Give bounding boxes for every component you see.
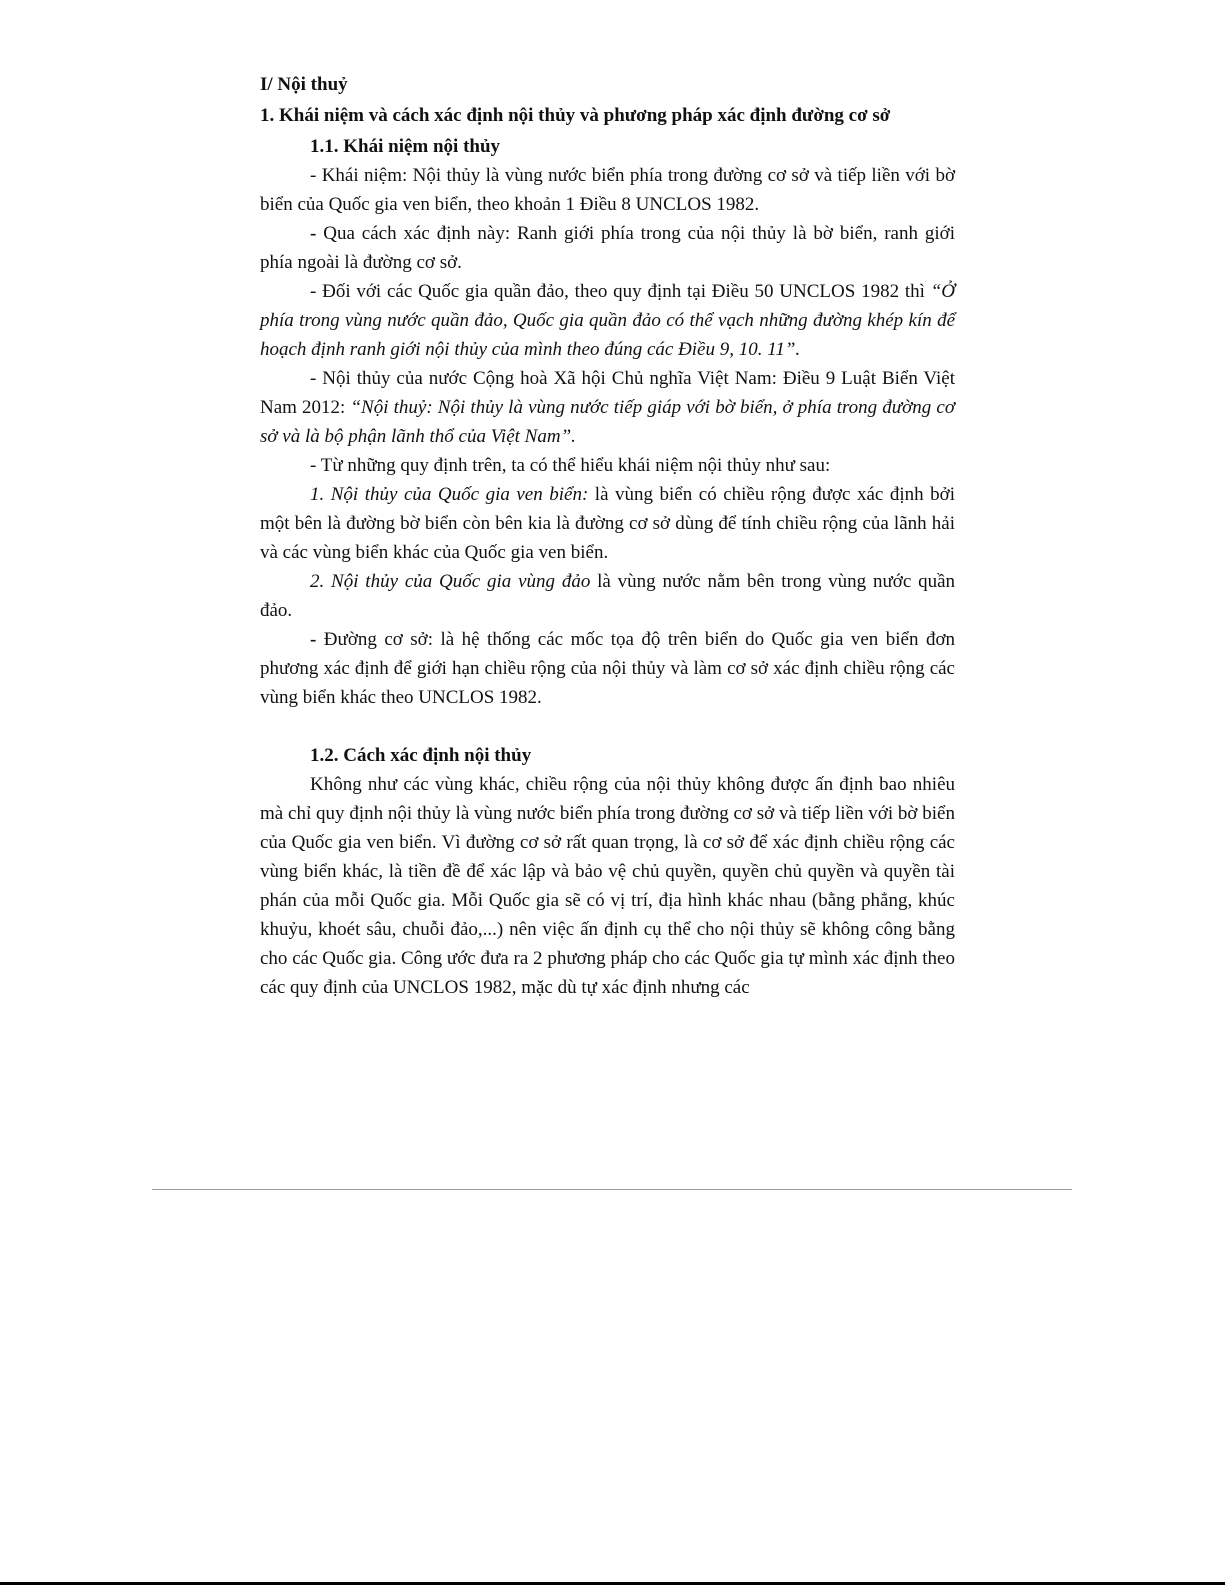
section-heading-1-2: 1.2. Cách xác định nội thủy bbox=[310, 745, 532, 766]
paragraph-boundary-text: Qua cách xác định này: Ranh giới phía trong của nội thủy là bờ biển, ranh giới phía ngoài là đường cơ sở. bbox=[260, 223, 955, 273]
spacer bbox=[260, 712, 955, 741]
paragraph-understanding: - Từ những quy định trên, ta có thể hiểu khái niệm nội thủy như sau: bbox=[310, 455, 831, 476]
document-page-content bbox=[260, 70, 955, 1002]
section-heading-1: 1. Khái niệm và cách xác định nội thủy và phương pháp xác định đường cơ sở bbox=[260, 105, 891, 126]
paragraph-archipelago-state bbox=[260, 567, 955, 625]
section-heading-main: I/ Nội thuỷ bbox=[260, 74, 348, 95]
quote-vietnam-law: “Nội thuỷ: Nội thủy là vùng nước tiếp giáp với bờ biển, ở phía trong đường cơ sở và là bộ phận lãnh thổ của Việt Nam”. bbox=[260, 397, 955, 447]
paragraph-determination: Không như các vùng khác, chiều rộng của nội thủy không được ấn định bao nhiêu mà chỉ quy định nội thủy là vùng nước biển phía trong đường cơ sở và tiếp liền với bờ biển của Quốc gia ven biển. Vì đường cơ sở rất quan trọng, là cơ sở để xác định chiều rộng các vùng biển khác, là tiền đề để xác lập và bảo vệ chủ quyền, quyền chủ quyền và quyền tài phán của mỗi Quốc gia. Mỗi Quốc gia sẽ có vị trí, địa hình khác nhau (bằng phẳng, khúc khuỷu, khoét sâu, chuỗi đảo,...) nên việc ấn định cụ thể cho nội thủy sẽ không công bằng cho các Quốc gia. Công ước đưa ra 2 phương pháp cho các Quốc gia tự mình xác định theo các quy định của UNCLOS 1982, mặc dù tự xác định nhưng các bbox=[260, 774, 955, 998]
paragraph-vietnam-law-text: - Nội thủy của nước Cộng hoà Xã hội Chủ nghĩa Việt Nam: Điều 9 Luật Biển Việt Nam 2012: bbox=[260, 368, 955, 418]
paragraph-vietnam-law bbox=[260, 364, 955, 451]
section-heading-1-1: 1.1. Khái niệm nội thủy bbox=[310, 136, 501, 157]
paragraph-baseline bbox=[260, 625, 955, 712]
term-coastal-state: 1. Nội thủy của Quốc gia ven biển: bbox=[310, 484, 589, 505]
paragraph-coastal-state-text: là vùng biển có chiều rộng được xác định bởi một bên là đường bờ biển còn bên kia là đường cơ sở dùng để tính chiều rộng của lãnh hải và các vùng biển khác của Quốc gia ven biển. bbox=[260, 484, 955, 563]
paragraph-archipelago-state-text: là vùng nước nằm bên trong vùng nước quần đảo. bbox=[260, 571, 955, 621]
paragraph-definition: - Khái niệm: Nội thủy là vùng nước biển phía trong đường cơ sở và tiếp liền với bờ biển của Quốc gia ven biển, theo khoản 1 Điều 8 UNCLOS 1982. bbox=[260, 165, 955, 215]
paragraph-archipelagic-text: - Đối với các Quốc gia quần đảo, theo quy định tại Điều 50 UNCLOS 1982 thì bbox=[310, 281, 931, 302]
dash-bold: - bbox=[310, 223, 317, 244]
dash-bold: - bbox=[310, 629, 317, 650]
page-break-divider bbox=[152, 1189, 1072, 1190]
paragraph-coastal-state bbox=[260, 480, 955, 567]
quote-article-50: “Ở phía trong vùng nước quần đảo, Quốc gia quần đảo có thể vạch những đường khép kín để hoạch định ranh giới nội thủy của mình theo đúng các Điều 9, 10. 11”. bbox=[260, 281, 955, 360]
paragraph-baseline-text: Đường cơ sở: là hệ thống các mốc tọa độ trên biển do Quốc gia ven biển đơn phương xác định để giới hạn chiều rộng của nội thủy và làm cơ sở xác định chiều rộng các vùng biển khác theo UNCLOS 1982. bbox=[260, 629, 955, 708]
term-archipelago-state: 2. Nội thủy của Quốc gia vùng đảo bbox=[310, 571, 591, 592]
paragraph-boundary bbox=[260, 219, 955, 277]
paragraph-archipelagic-states bbox=[260, 277, 955, 364]
